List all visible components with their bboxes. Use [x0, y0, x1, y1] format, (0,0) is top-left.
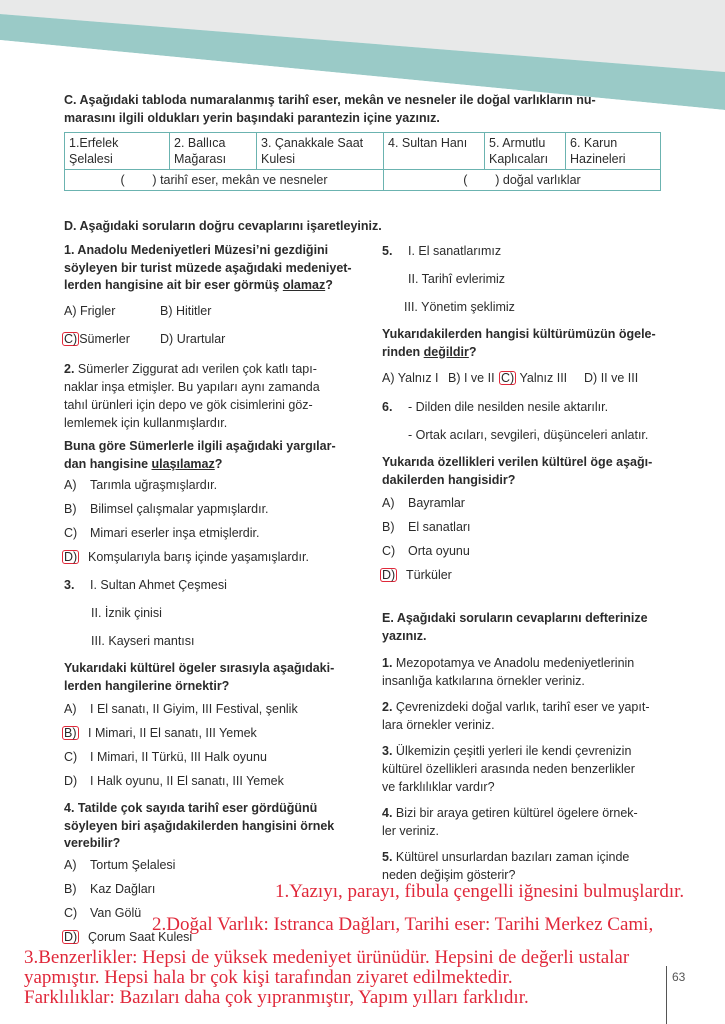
- q1-option-d[interactable]: D) Urartular: [160, 332, 226, 346]
- q2-option-a[interactable]: A) Tarımla uğraşmışlardır.: [64, 478, 218, 492]
- question-5-item-1: 5. I. El sanatlarımız: [382, 244, 502, 258]
- answer-line-5: Farklılıklar: Bazıları daha çok yıpranmıştır, Yapım yılları farklıdır.: [24, 987, 529, 1008]
- q4-option-a[interactable]: A) Tortum Şelalesi: [64, 858, 176, 872]
- q6-option-a[interactable]: A) Bayramlar: [382, 496, 465, 510]
- table-cell: 2. Ballıca Mağarası: [170, 133, 257, 170]
- question-3-item-2: II. İznik çinisi: [91, 606, 162, 620]
- question-6-item-2: - Ortak acıları, sevgileri, düşünceleri anlatır.: [408, 428, 649, 442]
- page-number: 63: [672, 970, 686, 984]
- q3-option-d[interactable]: D) I Halk oyunu, II El sanatı, III Yemek: [64, 774, 284, 788]
- page-number-divider: [666, 966, 667, 1024]
- answer-line-2: 2.Doğal Varlık: Istranca Dağları, Tarihi eser: Tarihi Merkez Cami,: [152, 914, 654, 935]
- section-e-question-2: 2. Çevrenizdeki doğal varlık, tarihî eser ve yapıt- lara örnekler veriniz.: [382, 700, 650, 732]
- section-c-title: C. Aşağıdaki tabloda numaralanmış tarihî eser, mekân ve nesneler ile doğal varlıkların nu- marasını ilgili oldukları yerin başındaki parantezin içine yazınız.: [64, 93, 596, 125]
- question-3-stem: Yukarıdaki kültürel ögeler sırasıyla aşağıdaki- lerden hangilerine örnektir?: [64, 661, 335, 693]
- answer-line-1: 1.Yazıyı, parayı, fibula çengelli iğnesini bulmuşlardır.: [275, 881, 685, 902]
- question-5-item-2: II. Tarihî evlerimiz: [408, 272, 506, 286]
- question-5-stem: Yukarıdakilerden hangisi kültürümüzün ögele- rinden değildir?: [382, 327, 656, 359]
- q5-option-c[interactable]: C) Yalnız III: [501, 371, 568, 385]
- q3-option-c[interactable]: C) I Mimari, II Türkü, III Halk oyunu: [64, 750, 267, 764]
- q2-option-c[interactable]: C) Mimari eserler inşa etmişlerdir.: [64, 526, 260, 540]
- section-e-question-5: 5. Kültürel unsurlardan bazıları zaman içinde neden değişim gösterir?: [382, 850, 630, 882]
- question-2-stem: Buna göre Sümerlerle ilgili aşağıdaki yargılar- dan hangisine ulaşılamaz?: [64, 439, 336, 471]
- q2-option-d[interactable]: D) Komşularıyla barış içinde yaşamışlardır.: [64, 550, 309, 564]
- question-3-item-1: 3. I. Sultan Ahmet Çeşmesi: [64, 578, 227, 592]
- q6-option-d[interactable]: D) Türküler: [382, 568, 452, 582]
- classification-table: [64, 132, 661, 191]
- q6-option-c[interactable]: C) Orta oyunu: [382, 544, 470, 558]
- q5-option-d[interactable]: D) II ve III: [584, 371, 639, 385]
- section-d-title: D. Aşağıdaki soruların doğru cevaplarını işaretleyiniz.: [64, 219, 382, 233]
- q4-option-b[interactable]: B) Kaz Dağları: [64, 882, 156, 896]
- section-e-question-3: 3. Ülkemizin çeşitli yerleri ile kendi çevrenizin kültürel özellikleri arasında neden benzerlikler ve farklılıklar vardır?: [382, 744, 635, 794]
- q1-option-c[interactable]: C) Sümerler: [64, 332, 130, 346]
- answer-mark: D): [382, 568, 396, 582]
- section-e-question-1: 1. Mezopotamya ve Anadolu medeniyetlerinin insanlığa katkılarına örnekler veriniz.: [382, 656, 635, 688]
- q5-option-b[interactable]: B) I ve II: [448, 371, 495, 385]
- category-cell-natural[interactable]: ( ) doğal varlıklar: [384, 170, 661, 191]
- table-cell: 3. Çanakkale Saat Kulesi: [257, 133, 384, 170]
- answer-mark: D): [64, 930, 78, 944]
- q4-option-c[interactable]: C) Van Gölü: [64, 906, 142, 920]
- q5-option-a[interactable]: A) Yalnız I: [382, 371, 439, 385]
- question-4: 4. Tatilde çok sayıda tarihî eser gördüğünü söyleyen biri aşağıdakilerden hangisini örnek verebilir?: [64, 801, 335, 850]
- question-5-item-3: III. Yönetim şeklimiz: [404, 300, 515, 314]
- table-row: [65, 133, 661, 170]
- question-6-item-1: 6. - Dilden dile nesilden nesile aktarılır.: [382, 400, 609, 414]
- category-cell-historical[interactable]: ( ) tarihî eser, mekân ve nesneler: [65, 170, 384, 191]
- q1-option-a[interactable]: A) Frigler: [64, 304, 116, 318]
- section-e-title: E. Aşağıdaki soruların cevaplarını defterinize yazınız.: [382, 611, 648, 643]
- answer-line-4: yapmıştır. Hepsi hala br çok kişi tarafından ziyaret edilmektedir.: [24, 967, 513, 988]
- table-row: [65, 170, 661, 191]
- answer-mark: C): [501, 371, 515, 385]
- q4-option-d[interactable]: D) Çorum Saat Kulesi: [64, 930, 193, 944]
- answer-mark: C): [64, 332, 78, 346]
- answer-mark: B): [64, 726, 77, 740]
- q3-option-a[interactable]: A) I El sanatı, II Giyim, III Festival, şenlik: [64, 702, 298, 716]
- question-3-item-3: III. Kayseri mantısı: [91, 634, 195, 648]
- question-6-stem: Yukarıda özellikleri verilen kültürel öge aşağı- dakilerden hangisidir?: [382, 455, 653, 487]
- q2-option-b[interactable]: B) Bilimsel çalışmalar yapmışlardır.: [64, 502, 269, 516]
- section-e-question-4: 4. Bizi bir araya getiren kültürel ögelere örnek- ler veriniz.: [382, 806, 638, 838]
- table-cell: 4. Sultan Hanı: [384, 133, 485, 170]
- question-2-text: 2. Sümerler Ziggurat adı verilen çok katlı tapı- naklar inşa etmişler. Bu yapıları aynı zamanda tahıl ürünleri için depo ve gök cisimlerini göz- lemlemek için kullanmışlardır.: [64, 362, 320, 430]
- q3-option-b[interactable]: B) I Mimari, II El sanatı, III Yemek: [64, 726, 257, 740]
- answer-mark: D): [64, 550, 78, 564]
- table-cell: 1.Erfelek Şelalesi: [65, 133, 170, 170]
- table-cell: 6. Karun Hazineleri: [566, 133, 661, 170]
- q1-option-b[interactable]: B) Hititler: [160, 304, 212, 318]
- answer-line-3: 3.Benzerlikler: Hepsi de yüksek medeniyet ürünüdür. Hepsini de değerli ustalar: [24, 947, 630, 968]
- q6-option-b[interactable]: B) El sanatları: [382, 520, 471, 534]
- table-cell: 5. Armutlu Kaplıcaları: [485, 133, 566, 170]
- question-1: 1. Anadolu Medeniyetleri Müzesi’ni gezdiğini söyleyen bir turist müzede aşağıdaki medeniyet- lerden hangisine ait bir eser görmüş olamaz?: [64, 243, 352, 292]
